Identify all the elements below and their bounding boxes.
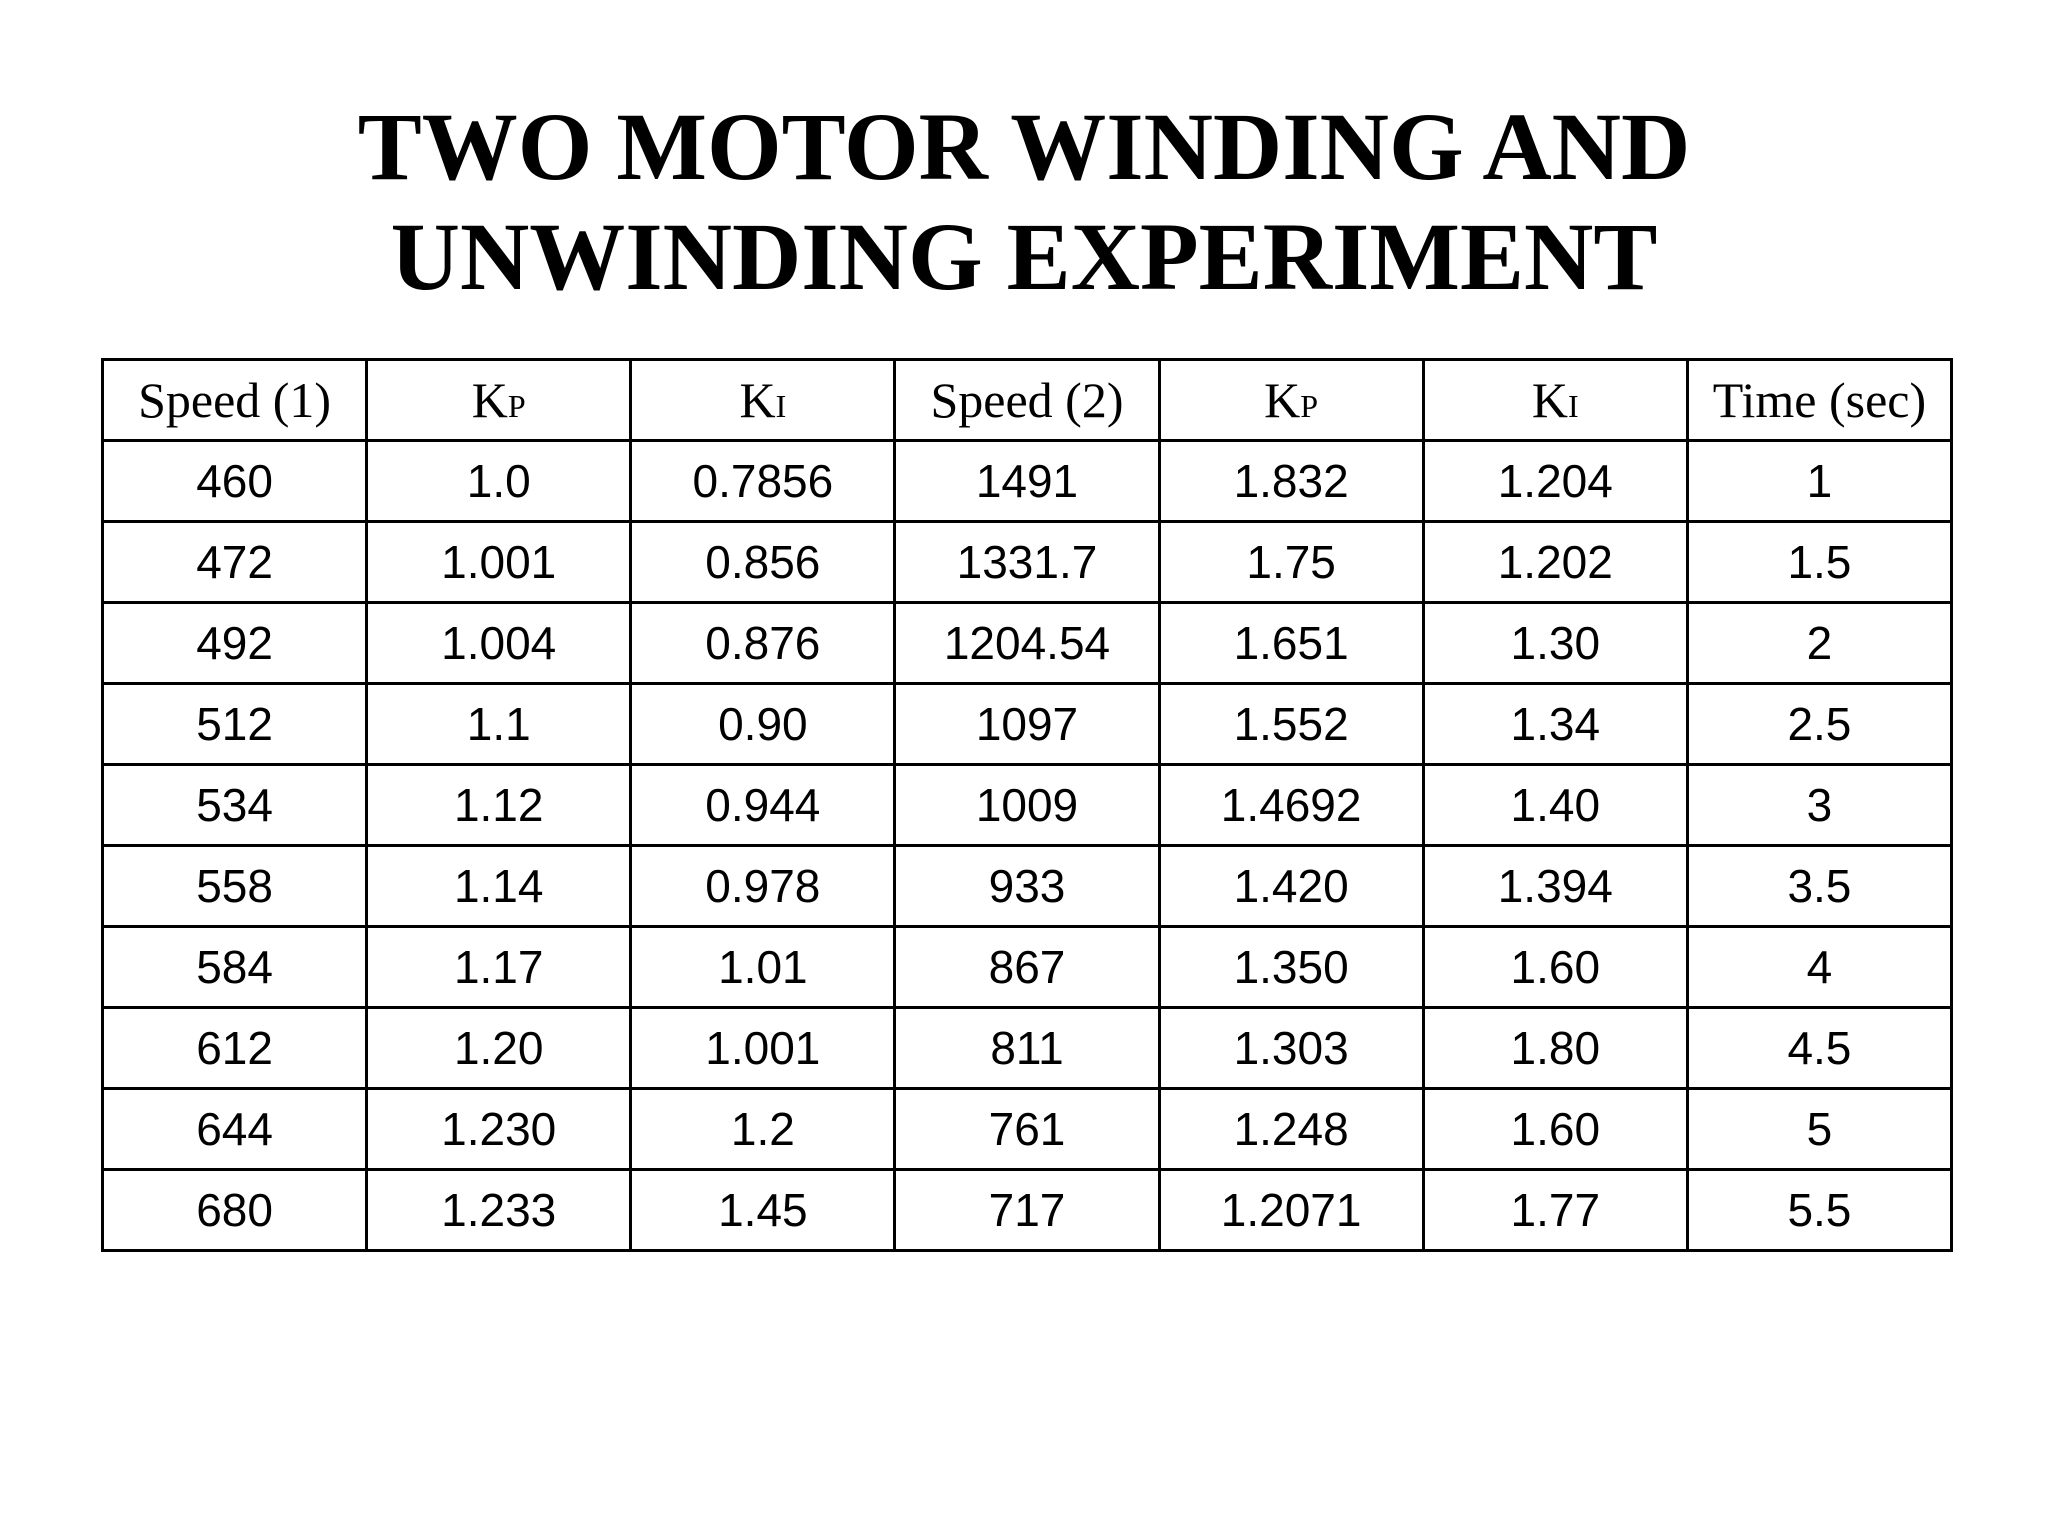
table-cell: 472	[103, 522, 367, 603]
table-cell: 2	[1687, 603, 1951, 684]
title-line-1: TWO MOTOR WINDING AND	[357, 93, 1691, 200]
table-cell: 0.90	[631, 684, 895, 765]
header-kp-1: KP	[367, 360, 631, 441]
table-row	[103, 603, 1952, 684]
table-cell: 1.34	[1423, 684, 1687, 765]
table-cell: 1.303	[1159, 1008, 1423, 1089]
table-cell: 0.978	[631, 846, 895, 927]
table-row	[103, 846, 1952, 927]
data-table	[101, 358, 1953, 1252]
table-row	[103, 1170, 1952, 1251]
header-speed-1: Speed (1)	[103, 360, 367, 441]
header-time: Time (sec)	[1687, 360, 1951, 441]
table-cell: 1.60	[1423, 1089, 1687, 1170]
header-ki-2: KI	[1423, 360, 1687, 441]
table-cell: 1.350	[1159, 927, 1423, 1008]
table-cell: 680	[103, 1170, 367, 1251]
table-cell: 1204.54	[895, 603, 1159, 684]
table-cell: 644	[103, 1089, 367, 1170]
table-cell: 933	[895, 846, 1159, 927]
table-cell: 5.5	[1687, 1170, 1951, 1251]
table-cell: 0.876	[631, 603, 895, 684]
table-cell: 1.248	[1159, 1089, 1423, 1170]
table-row	[103, 684, 1952, 765]
table-cell: 492	[103, 603, 367, 684]
table-cell: 1.2071	[1159, 1170, 1423, 1251]
table-cell: 761	[895, 1089, 1159, 1170]
table-cell: 1.80	[1423, 1008, 1687, 1089]
table-cell: 1.40	[1423, 765, 1687, 846]
page-title	[0, 92, 2048, 312]
table-cell: 1.420	[1159, 846, 1423, 927]
table-row	[103, 522, 1952, 603]
table-cell: 460	[103, 441, 367, 522]
table-cell: 1	[1687, 441, 1951, 522]
table-row	[103, 441, 1952, 522]
table-cell: 867	[895, 927, 1159, 1008]
table-cell: 1.1	[367, 684, 631, 765]
table-cell: 1.01	[631, 927, 895, 1008]
table-cell: 4.5	[1687, 1008, 1951, 1089]
table-cell: 1.230	[367, 1089, 631, 1170]
table-cell: 1.30	[1423, 603, 1687, 684]
table-cell: 1.552	[1159, 684, 1423, 765]
table-cell: 3.5	[1687, 846, 1951, 927]
table-cell: 0.856	[631, 522, 895, 603]
table-cell: 1.233	[367, 1170, 631, 1251]
table-header-row	[103, 360, 1952, 441]
header-kp-2: KP	[1159, 360, 1423, 441]
table-cell: 612	[103, 1008, 367, 1089]
table-row	[103, 1089, 1952, 1170]
table-cell: 717	[895, 1170, 1159, 1251]
table-cell: 1.832	[1159, 441, 1423, 522]
table-cell: 1.77	[1423, 1170, 1687, 1251]
table-row	[103, 927, 1952, 1008]
table-cell: 558	[103, 846, 367, 927]
table-cell: 4	[1687, 927, 1951, 1008]
table-cell: 0.7856	[631, 441, 895, 522]
table-cell: 1.12	[367, 765, 631, 846]
table-cell: 1.204	[1423, 441, 1687, 522]
table-cell: 3	[1687, 765, 1951, 846]
table-cell: 0.944	[631, 765, 895, 846]
table-cell: 512	[103, 684, 367, 765]
table-cell: 1009	[895, 765, 1159, 846]
header-speed-2: Speed (2)	[895, 360, 1159, 441]
table-cell: 1.5	[1687, 522, 1951, 603]
table-cell: 1.001	[631, 1008, 895, 1089]
table-cell: 1.45	[631, 1170, 895, 1251]
table-row	[103, 1008, 1952, 1089]
table-cell: 5	[1687, 1089, 1951, 1170]
table-cell: 1.14	[367, 846, 631, 927]
table-cell: 1.0	[367, 441, 631, 522]
table-cell: 534	[103, 765, 367, 846]
header-ki-1: KI	[631, 360, 895, 441]
table-cell: 1.2	[631, 1089, 895, 1170]
table-cell: 1.394	[1423, 846, 1687, 927]
table-cell: 1331.7	[895, 522, 1159, 603]
table-cell: 1.4692	[1159, 765, 1423, 846]
table-cell: 1.60	[1423, 927, 1687, 1008]
table-cell: 1.20	[367, 1008, 631, 1089]
table-cell: 1.17	[367, 927, 631, 1008]
table-row	[103, 765, 1952, 846]
table-cell: 1.202	[1423, 522, 1687, 603]
table-cell: 584	[103, 927, 367, 1008]
table-cell: 1097	[895, 684, 1159, 765]
table-cell: 1.001	[367, 522, 631, 603]
table-cell: 811	[895, 1008, 1159, 1089]
table-cell: 1.651	[1159, 603, 1423, 684]
title-line-2: UNWINDING EXPERIMENT	[390, 203, 1658, 310]
table-cell: 1491	[895, 441, 1159, 522]
table-cell: 1.75	[1159, 522, 1423, 603]
table-cell: 1.004	[367, 603, 631, 684]
table-cell: 2.5	[1687, 684, 1951, 765]
